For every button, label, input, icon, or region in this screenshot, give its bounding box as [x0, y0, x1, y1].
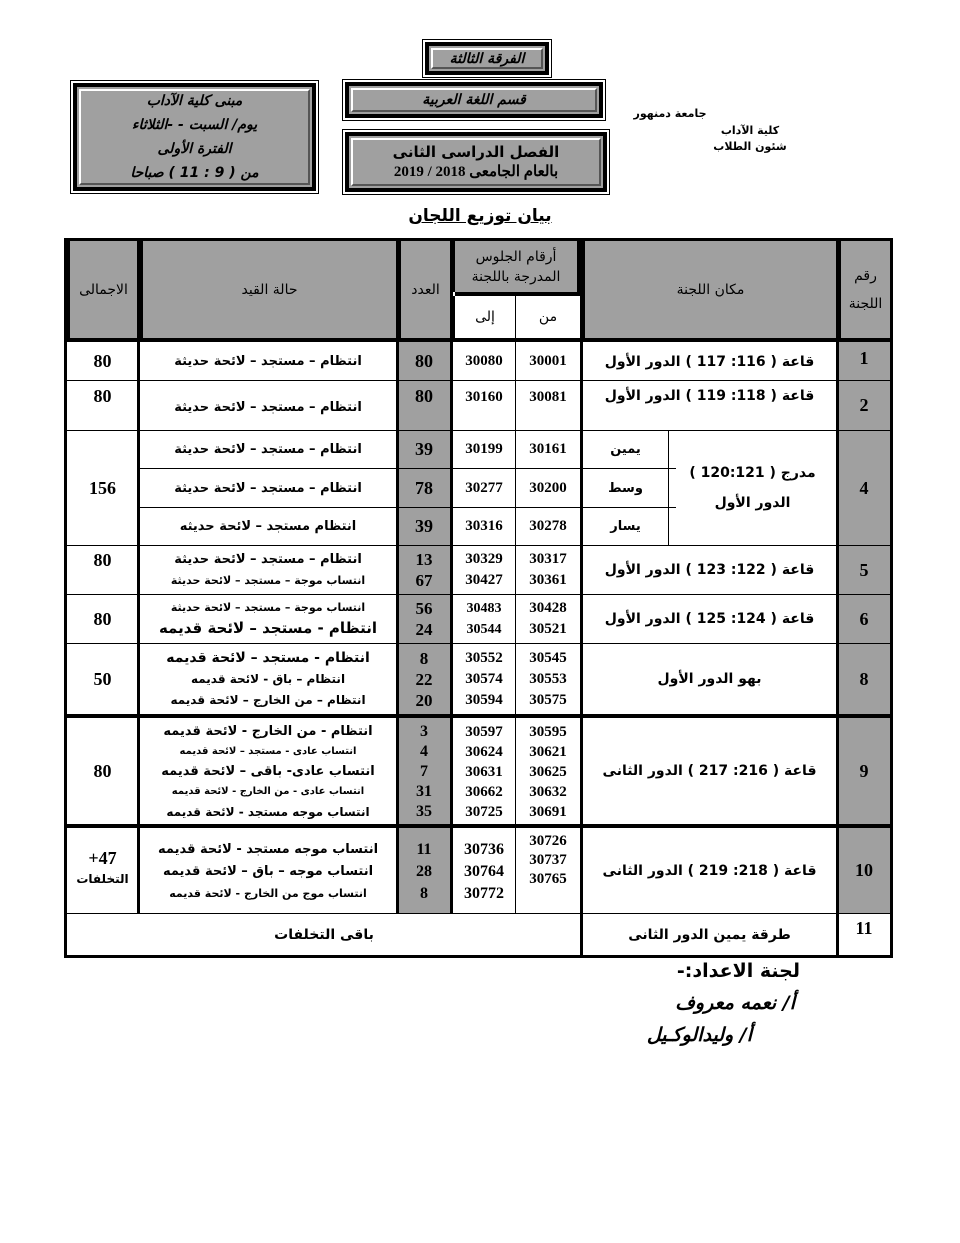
student-count: 56: [415, 599, 433, 618]
seat-from: 30737: [529, 851, 567, 868]
student-count-group: [398, 646, 450, 712]
building-label: مبنى كلية الآداب: [146, 93, 243, 109]
committee-no: 2: [859, 395, 869, 415]
enrollment-status: انتساب موجة – مستجد – لائحة حديثة: [170, 601, 366, 614]
row-total: 80: [93, 760, 112, 781]
row-total: 156: [89, 477, 116, 498]
committee-place: قاعة ( 216: 217 ) الدور الثانى: [602, 763, 817, 779]
exam-info-box: [73, 83, 316, 191]
header-divider: [67, 338, 890, 342]
seat-to: 30160: [465, 389, 503, 405]
seat-from: 30521: [529, 621, 567, 637]
row-total: +47: [88, 848, 117, 868]
enrollment-status-group: [140, 646, 396, 712]
header-seats-line1: أرقام الجلوس: [475, 248, 557, 265]
seat-from: 30001: [529, 353, 567, 369]
seat-from: 30361: [529, 572, 567, 588]
row-total-note: التخلفات: [76, 872, 129, 886]
student-count-group: [398, 597, 450, 641]
seat-from: 30428: [529, 600, 567, 616]
seat-to: 30662: [465, 784, 503, 800]
seat-to: 30080: [465, 353, 503, 369]
header-committee-no-line1: رقم: [854, 267, 877, 284]
student-count: 39: [415, 516, 433, 536]
semester-line2: بالعام الجامعى 2018 / 2019: [393, 164, 559, 180]
seat-to-group: [453, 597, 515, 641]
enrollment-status: انتساب موجه مستجد - لائحة قديمه: [157, 842, 379, 857]
row-total: 50: [93, 668, 112, 689]
remaining-absentees: باقى التخلفات: [68, 914, 580, 955]
time-label: من ( 9 : 11 ) صباحا: [130, 165, 259, 181]
committee-place: قاعة ( 218: 219 ) الدور الثانى: [602, 862, 817, 879]
seat-from-group: [516, 548, 580, 592]
seat-to: 30199: [465, 441, 503, 457]
student-affairs-label: شئون الطلاب: [713, 140, 787, 153]
row-total: 80: [93, 351, 112, 371]
department-box: [345, 82, 603, 118]
committee-place: قاعة ( 124: 125 ) الدور الأول: [604, 611, 815, 627]
enrollment-status: انتظام – مستجد – لائحة حديثة: [174, 399, 362, 415]
committee-no: 4: [859, 477, 869, 498]
committee-no: 11: [855, 917, 873, 938]
header-committee-no-line2: اللجنة: [848, 295, 883, 312]
row-total-group: [68, 840, 137, 896]
student-count: 4: [420, 743, 428, 760]
place-line1: مدرج ( 120:121 ): [689, 465, 816, 481]
committee-no: 1: [859, 347, 869, 368]
student-count-group: [398, 548, 450, 592]
enrollment-status-group: [140, 838, 396, 906]
seat-from: 30545: [529, 649, 567, 666]
seat-to: 30597: [465, 724, 503, 740]
student-count: 20: [415, 690, 433, 710]
enrollment-status: انتظام – باق - لائحة قديمه: [190, 672, 346, 686]
seat-from: 30278: [529, 518, 567, 534]
seat-to: 30594: [465, 691, 503, 708]
university-label: جامعة دمنهور: [633, 107, 707, 120]
section-right: يمين: [610, 442, 641, 457]
header-count: العدد: [398, 241, 450, 338]
semester-inner: [351, 138, 601, 186]
enrollment-status: انتظام – مستجد – لائحة حديثة: [174, 354, 362, 369]
student-count: 13: [415, 550, 433, 569]
student-count: 7: [420, 763, 428, 780]
enrollment-status: انتساب عادى- باقى – لائحة قديمه: [161, 764, 375, 779]
place-line2: الدور الأول: [714, 495, 791, 511]
student-count: 78: [415, 477, 433, 498]
committee-place: طرقة يمين الدور الثانى: [628, 926, 791, 943]
seat-to-group: [453, 548, 515, 592]
enrollment-status: انتظام - مستجد – لائحة قديمه: [166, 650, 370, 666]
exam-info-inner: [79, 89, 310, 185]
header-seats: [452, 241, 580, 292]
section-left: يسار: [610, 519, 641, 534]
seat-from: 30621: [529, 744, 567, 760]
year-level-box: [425, 42, 549, 75]
preparation-committee-label: لجنة الاعداد:-: [676, 960, 800, 982]
enrollment-status: انتساب موجة – مستجد – لائحة حديثة: [170, 574, 366, 587]
enrollment-status: انتساب موجه – باق – لائحة قديمه: [162, 864, 374, 879]
seat-from: 30575: [529, 691, 567, 708]
seat-from: 30081: [529, 389, 567, 405]
seat-to: 30277: [465, 479, 503, 496]
seat-to: 30772: [464, 885, 504, 902]
student-count: 28: [416, 863, 432, 880]
enrollment-status: انتظام – مستجد – لائحة حديثة: [174, 480, 362, 496]
student-count: 24: [415, 620, 433, 639]
header-committee-no: [838, 241, 890, 338]
student-count: 39: [415, 439, 433, 459]
table-bottom-line: [64, 955, 893, 958]
seat-to: 30427: [465, 572, 503, 588]
period-label: الفترة الأولى: [157, 141, 232, 157]
seat-from: 30595: [529, 724, 567, 740]
student-count: 8: [419, 648, 429, 668]
enrollment-status: انتساب عادى - مستجد – لائحة قديمه: [179, 746, 357, 757]
row-total: 80: [93, 385, 112, 406]
committee-no: 6: [859, 608, 869, 629]
seat-from: 30625: [529, 764, 567, 780]
seat-to: 30329: [465, 551, 503, 567]
days-label: يوم/ السبت - -الثلاثاء: [131, 117, 258, 133]
enrollment-status: انتظام مستجد – لائحة حديثه: [179, 519, 357, 534]
enrollment-status: انتساب موج من الخارج - لائحة قديمه: [169, 887, 367, 900]
seat-from: 30317: [529, 551, 567, 567]
row-total: 80: [93, 549, 112, 570]
seat-to-group: [453, 646, 515, 712]
enrollment-status: انتظام – مستجد – لائحة حديثة: [174, 442, 362, 457]
enrollment-status: انتساب عادى - من الخارج - لائحة قديمه: [171, 786, 365, 797]
student-count: 67: [415, 571, 433, 590]
committee-no: 8: [859, 668, 869, 689]
seat-to: 30631: [465, 764, 503, 780]
enrollment-status-group: [140, 548, 396, 592]
row-total: 80: [93, 608, 112, 629]
section-middle: وسط: [608, 480, 643, 496]
committee-place: قاعة ( 122: 123 ) الدور الأول: [604, 562, 815, 578]
student-count: 22: [415, 669, 433, 689]
header-total: الاجمالى: [67, 241, 137, 338]
seat-from: 30632: [529, 784, 567, 800]
student-count: 31: [416, 783, 432, 800]
seat-to: 30764: [464, 863, 504, 880]
enrollment-status-group: [142, 721, 394, 823]
committee-place: بهو الدور الأول: [657, 671, 762, 687]
student-count-group: [398, 838, 450, 906]
seat-to: 30736: [464, 841, 504, 858]
student-count: 3: [420, 723, 428, 740]
seat-to: 30552: [465, 649, 503, 666]
page-title: بيان توزيع اللجان: [408, 206, 552, 226]
student-count: 35: [416, 803, 432, 820]
department-label: قسم اللغة العربية: [351, 88, 597, 112]
seat-to: 30544: [466, 622, 502, 637]
header-seats-line2: المدرجة باللجنة: [471, 268, 561, 285]
seat-from: 30553: [529, 670, 567, 687]
header-status: حالة القيد: [140, 241, 396, 338]
committee-place: قاعة ( 118: 119 ) الدور الأول: [604, 388, 815, 404]
semester-line1: الفصل الدراسى الثانى: [392, 143, 560, 161]
seat-from: 30726: [529, 832, 567, 849]
committee-member-2: أ/ وليدالوكـيل: [646, 1024, 752, 1046]
enrollment-status: انتظام – من الخارج – لائحة قديمه: [170, 693, 366, 707]
seat-from: 30765: [529, 870, 567, 887]
seat-from-group: [516, 830, 580, 890]
seat-to-group: [453, 838, 515, 906]
committee-no: 9: [859, 760, 869, 781]
seat-from: 30200: [529, 479, 567, 496]
seat-to-group: [453, 721, 515, 823]
seat-from-group: [516, 646, 580, 712]
committee-no: 10: [855, 860, 873, 880]
student-count: 8: [420, 885, 428, 902]
year-level-label: الفرقة الثالثة: [431, 48, 543, 69]
seat-to: 30316: [465, 518, 503, 534]
header-from: من: [515, 296, 580, 338]
seat-from: 30691: [529, 804, 567, 820]
header-to: إلى: [452, 296, 515, 338]
enrollment-status: انتظام – مستجد – لائحة حديثة: [174, 552, 362, 567]
seat-from-group: [516, 721, 580, 823]
header-place: مكان اللجنة: [582, 241, 836, 338]
seat-from-group: [516, 597, 580, 641]
enrollment-status-group: [140, 597, 396, 641]
seat-to: 30574: [465, 670, 503, 687]
seat-to: 30624: [465, 744, 503, 760]
student-count: 80: [415, 385, 433, 406]
committee-member-1: أ/ نعمه معروف: [675, 992, 795, 1014]
enrollment-status: انتظام - مستجد – لائحة قديمه: [158, 619, 378, 637]
committee-place: قاعة ( 116: 117 ) الدور الأول: [604, 353, 815, 370]
seat-to: 30483: [466, 601, 502, 616]
seat-from: 30161: [529, 441, 567, 457]
committee-no: 5: [859, 559, 869, 580]
student-count: 11: [416, 841, 432, 858]
student-count: 80: [415, 351, 433, 371]
seat-to: 30725: [465, 804, 503, 820]
enrollment-status: انتظام - من الخارج - لائحة قديمه: [163, 724, 373, 739]
enrollment-status: انتساب موجه مستجد - لائحة قديمه: [166, 805, 370, 819]
semester-box: [345, 132, 607, 192]
student-count-group: [398, 721, 450, 823]
faculty-label: كلية الآداب: [720, 124, 780, 137]
committee-place: [669, 431, 836, 545]
seats-header-divider: [455, 292, 580, 296]
